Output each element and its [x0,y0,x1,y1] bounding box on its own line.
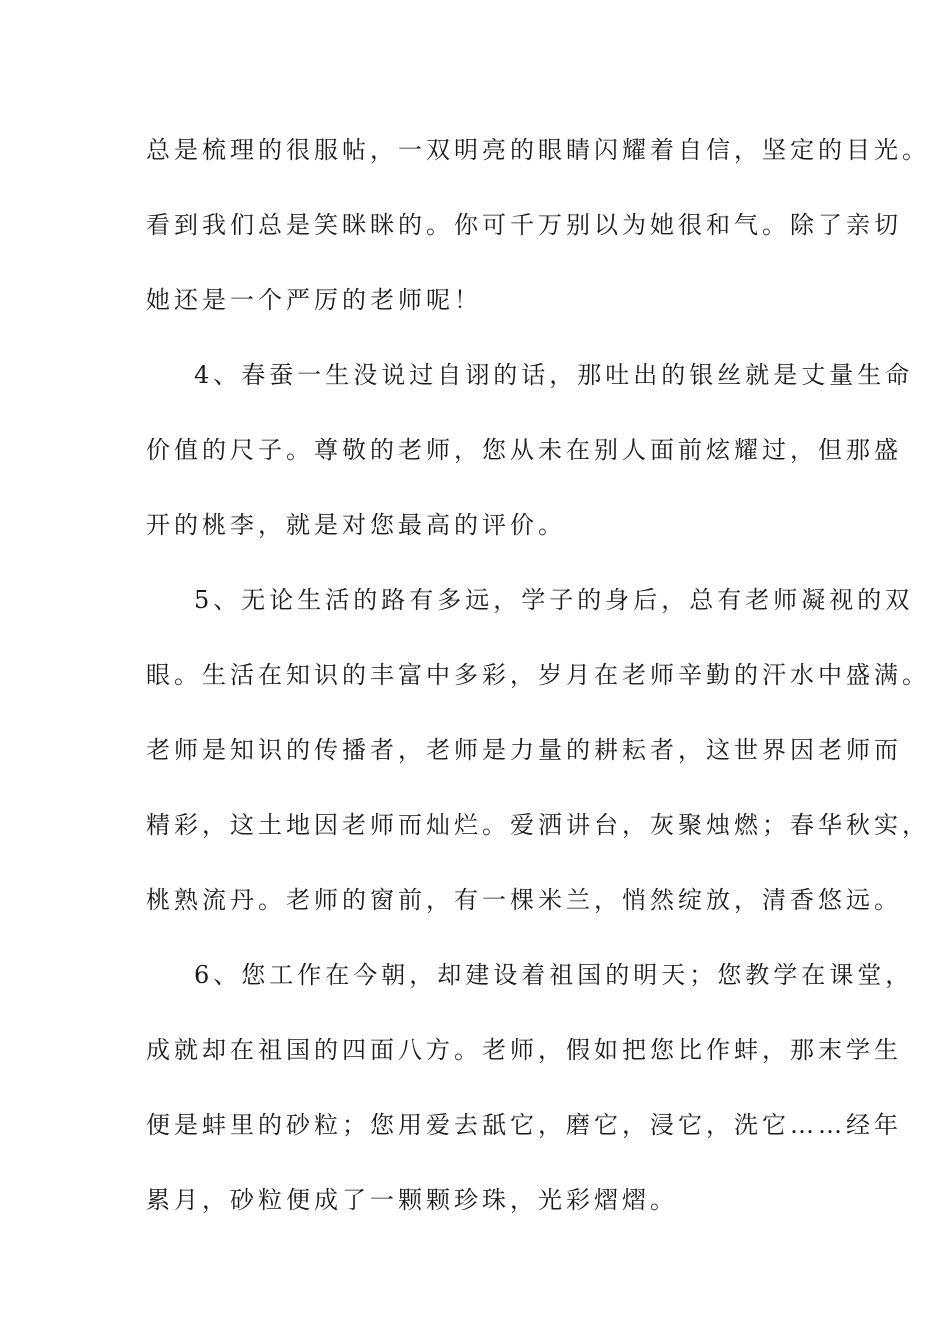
text-line: 她还是一个严厉的老师呢！ [146,286,482,314]
text-line: 老师是知识的传播者，老师是力量的耕耘者，这世界因老师而 [146,736,902,764]
paragraph-5-first-line: 5、无论生活的路有多远，学子的身后，总有老师凝视的双 [194,586,914,614]
text-line: 眼。生活在知识的丰富中多彩，岁月在老师辛勤的汗水中盛满。 [146,661,930,689]
text-line: 总是梳理的很服帖，一双明亮的眼睛闪耀着自信，坚定的目光。 [146,136,930,164]
paragraph-6-first-line: 6、您工作在今朝，却建设着祖国的明天；您教学在课堂， [194,961,914,989]
text-line: 精彩，这土地因老师而灿烂。爱洒讲台，灰聚烛燃；春华秋实， [146,811,930,839]
text-line: 便是蚌里的砂粒；您用爱去舐它，磨它，浸它，洗它……经年 [146,1111,902,1139]
text-line: 价值的尺子。尊敬的老师，您从未在别人面前炫耀过，但那盛 [146,436,902,464]
text-line: 桃熟流丹。老师的窗前，有一棵米兰，悄然绽放，清香悠远。 [146,886,902,914]
text-line: 累月，砂粒便成了一颗颗珍珠，光彩熠熠。 [146,1186,678,1214]
text-line: 开的桃李，就是对您最高的评价。 [146,511,566,539]
paragraph-4-first-line: 4、春蚕一生没说过自诩的话，那吐出的银丝就是丈量生命 [194,361,914,389]
text-line: 成就却在祖国的四面八方。老师，假如把您比作蚌，那末学生 [146,1036,902,1064]
text-line: 看到我们总是笑眯眯的。你可千万别以为她很和气。除了亲切 [146,211,902,239]
